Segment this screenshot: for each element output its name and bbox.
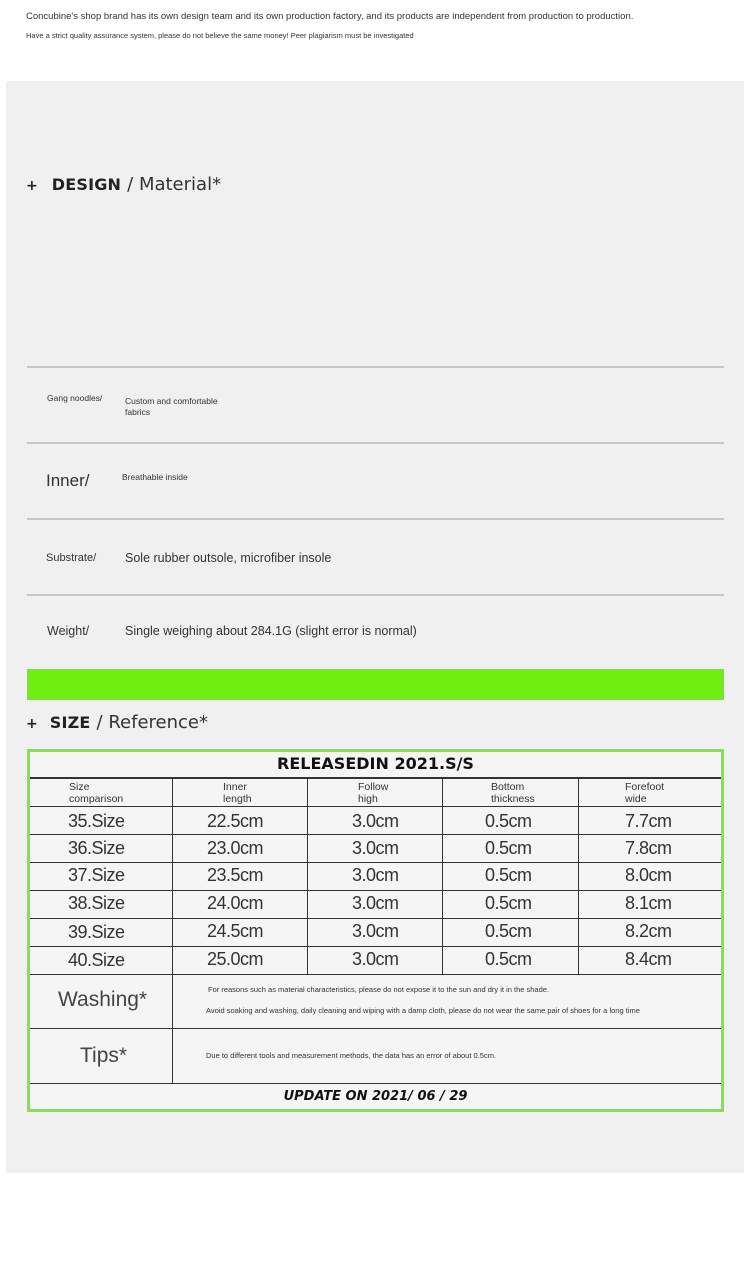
table-line — [30, 862, 721, 863]
header-follow-high: Follow high — [358, 781, 389, 805]
cell-forefoot-wide: 8.4cm — [625, 949, 672, 969]
table-line — [30, 946, 721, 947]
cell-inner-length: 25.0cm — [207, 949, 264, 969]
table-line — [30, 777, 721, 779]
divider — [27, 594, 724, 596]
header-bottom-thickness: Bottom thickness — [491, 781, 535, 805]
cell-forefoot-wide: 7.7cm — [625, 811, 672, 831]
cell-bottom-thickness: 0.5cm — [485, 949, 532, 969]
table-line — [307, 778, 308, 974]
table-line — [30, 1028, 721, 1029]
table-line — [30, 918, 721, 919]
cell-bottom-thickness: 0.5cm — [485, 921, 532, 941]
table-line — [30, 890, 721, 891]
cell-follow-high: 3.0cm — [352, 893, 399, 913]
cell-bottom-thickness: 0.5cm — [485, 838, 532, 858]
material-label-substrate: Substrate/ — [46, 552, 97, 564]
size-heading-strong: SIZE — [49, 713, 91, 732]
cell-inner-length: 24.5cm — [207, 921, 264, 941]
cell-follow-high: 3.0cm — [352, 949, 399, 969]
size-heading-light: / Reference* — [96, 712, 208, 733]
header-forefoot-wide: Forefoot wide — [625, 781, 665, 805]
notice-line-2: Have a strict quality assurance system, please do not believe the same money! Peer plagiarism must be investigated — [26, 31, 414, 40]
design-heading-light: / Material* — [127, 174, 222, 195]
cell-size: 35.Size — [68, 811, 125, 831]
cell-forefoot-wide: 8.0cm — [625, 865, 672, 885]
header-inner-length: Inner length — [223, 781, 252, 805]
header-size-comparison: Size comparison — [69, 781, 124, 805]
cell-size: 40.Size — [68, 950, 125, 970]
size-heading — [26, 712, 208, 733]
release-title: RELEASEDIN 2021.S/S — [277, 754, 474, 773]
cell-size: 37.Size — [68, 865, 125, 885]
table-line — [578, 778, 579, 974]
table-line — [30, 806, 721, 807]
cell-follow-high: 3.0cm — [352, 865, 399, 885]
design-heading-strong: DESIGN — [51, 175, 122, 194]
cell-forefoot-wide: 8.1cm — [625, 893, 672, 913]
cell-follow-high: 3.0cm — [352, 811, 399, 831]
tips-note: Due to different tools and measurement methods, the data has an error of about 0.5cm. — [206, 1051, 497, 1060]
washing-note-1: For reasons such as material characteristics, please do not expose it to the sun and dry it in the shade. — [208, 985, 550, 994]
divider — [27, 518, 724, 520]
accent-bar — [27, 669, 724, 700]
washing-label: Washing* — [58, 988, 148, 1011]
cell-bottom-thickness: 0.5cm — [485, 811, 532, 831]
cell-inner-length: 23.0cm — [207, 838, 264, 858]
table-line — [30, 1083, 721, 1084]
update-date: UPDATE ON 2021/ 06 / 29 — [283, 1089, 468, 1104]
cell-inner-length: 24.0cm — [207, 893, 264, 913]
divider — [27, 442, 724, 444]
size-table — [27, 749, 724, 1112]
notice-line-1: Concubine's shop brand has its own design team and its own production factory, and its products are independent from production to production. — [26, 11, 634, 22]
cell-follow-high: 3.0cm — [352, 921, 399, 941]
cell-bottom-thickness: 0.5cm — [485, 893, 532, 913]
table-line — [172, 778, 173, 1083]
material-value-upper: Custom and comfortable fabrics — [125, 396, 218, 417]
cell-forefoot-wide: 7.8cm — [625, 838, 672, 858]
cell-size: 38.Size — [68, 893, 125, 913]
material-label-upper: Gang noodles/ — [47, 393, 103, 403]
design-heading — [26, 174, 221, 195]
material-value-inner: Breathable inside — [122, 472, 188, 482]
cell-forefoot-wide: 8.2cm — [625, 921, 672, 941]
table-line — [442, 778, 443, 974]
plus-icon: + — [26, 716, 38, 732]
cell-size: 39.Size — [68, 922, 125, 942]
cell-follow-high: 3.0cm — [352, 838, 399, 858]
table-line — [30, 974, 721, 975]
tips-label: Tips* — [80, 1044, 128, 1067]
cell-bottom-thickness: 0.5cm — [485, 865, 532, 885]
table-line — [30, 834, 721, 835]
divider — [27, 366, 724, 368]
material-label-weight: Weight/ — [47, 624, 90, 638]
material-value-substrate: Sole rubber outsole, microfiber insole — [125, 551, 332, 565]
cell-size: 36.Size — [68, 838, 125, 858]
cell-inner-length: 22.5cm — [207, 811, 264, 831]
material-label-inner: Inner/ — [46, 471, 90, 490]
cell-inner-length: 23.5cm — [207, 865, 264, 885]
material-value-weight: Single weighing about 284.1G (slight error is normal) — [125, 624, 417, 638]
plus-icon: + — [26, 178, 38, 194]
washing-note-2: Avoid soaking and washing, daily cleaning and wiping with a damp cloth, please do not wear the same pair of shoes for a long time — [206, 1006, 640, 1015]
